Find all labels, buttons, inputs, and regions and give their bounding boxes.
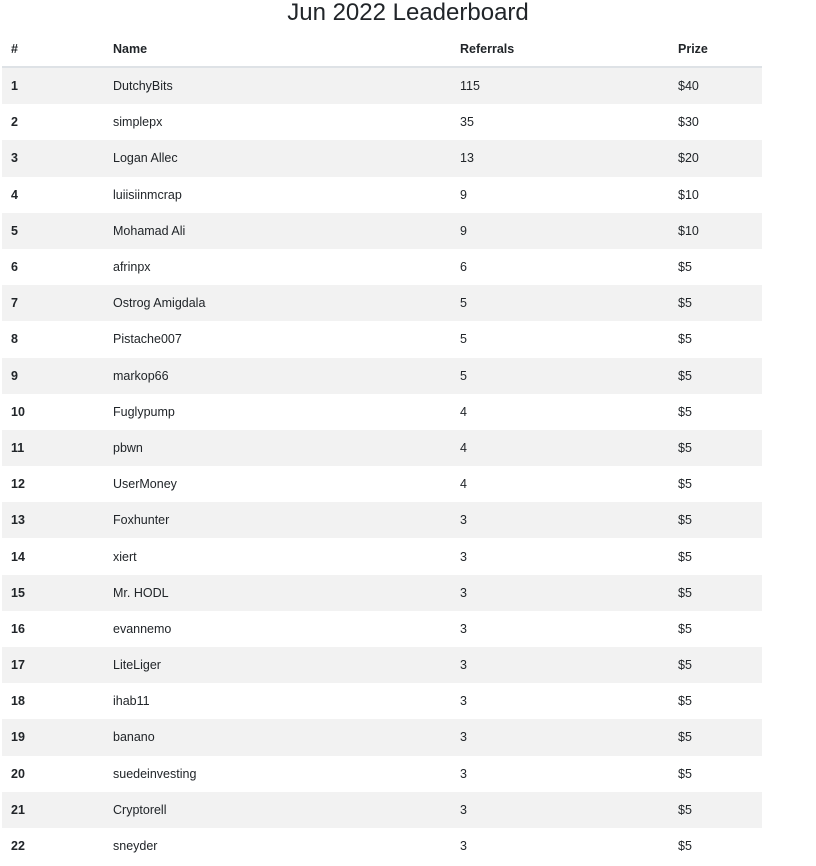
name-cell: banano	[113, 730, 155, 745]
prize-cell: $20	[678, 151, 699, 166]
rank-cell: 11	[11, 440, 25, 455]
referrals-cell: 5	[460, 332, 467, 347]
column-header-referrals: Referrals	[451, 32, 669, 67]
prize-cell: $30	[678, 115, 699, 130]
prize-cell: $5	[678, 658, 692, 673]
leaderboard-table	[2, 32, 762, 864]
table-row	[2, 502, 762, 538]
referrals-cell: 9	[460, 187, 467, 202]
referrals-cell: 3	[460, 766, 467, 781]
table-body	[2, 67, 762, 864]
referrals-cell: 6	[460, 260, 467, 275]
prize-cell: $5	[678, 477, 692, 492]
prize-cell: $10	[678, 187, 699, 202]
referrals-cell: 3	[460, 549, 467, 564]
name-cell: LiteLiger	[113, 658, 161, 673]
name-cell: afrinpx	[113, 260, 151, 275]
prize-cell: $5	[678, 296, 692, 311]
rank-cell: 18	[11, 694, 25, 709]
prize-cell: $5	[678, 549, 692, 564]
table-row	[2, 249, 762, 285]
rank-cell: 4	[11, 187, 18, 202]
name-cell: Foxhunter	[113, 513, 170, 528]
name-cell: suedeinvesting	[113, 766, 197, 781]
table-row	[2, 358, 762, 394]
rank-cell: 19	[11, 730, 25, 745]
referrals-cell: 5	[460, 368, 467, 383]
referrals-cell: 115	[460, 79, 480, 94]
table-row	[2, 466, 762, 502]
rank-cell: 3	[11, 151, 18, 166]
table-row	[2, 756, 762, 792]
column-header-prize: Prize	[669, 32, 762, 67]
table-row	[2, 683, 762, 719]
prize-cell: $5	[678, 260, 692, 275]
table-header	[2, 32, 762, 67]
referrals-cell: 4	[460, 404, 467, 419]
table-row	[2, 828, 762, 864]
table-row	[2, 285, 762, 321]
name-cell: ihab11	[113, 694, 150, 709]
rank-cell: 21	[11, 802, 25, 817]
rank-cell: 10	[11, 404, 25, 419]
name-cell: Logan Allec	[113, 151, 178, 166]
prize-cell: $5	[678, 839, 692, 854]
prize-cell: $5	[678, 368, 692, 383]
referrals-cell: 3	[460, 658, 467, 673]
table-row	[2, 575, 762, 611]
name-cell: Pistache007	[113, 332, 182, 347]
rank-cell: 12	[11, 477, 25, 492]
referrals-cell: 5	[460, 296, 467, 311]
prize-cell: $5	[678, 332, 692, 347]
name-cell: evannemo	[113, 621, 172, 636]
rank-cell: 22	[11, 839, 25, 854]
table-row	[2, 538, 762, 574]
prize-cell: $5	[678, 621, 692, 636]
rank-cell: 20	[11, 766, 25, 781]
name-cell: Mr. HODL	[113, 585, 169, 600]
table-row	[2, 140, 762, 176]
referrals-cell: 3	[460, 839, 467, 854]
rank-cell: 8	[11, 332, 18, 347]
name-cell: DutchyBits	[113, 79, 173, 94]
name-cell: sneyder	[113, 839, 158, 854]
name-cell: UserMoney	[113, 477, 177, 492]
referrals-cell: 9	[460, 223, 467, 238]
table-row	[2, 430, 762, 466]
rank-cell: 13	[11, 513, 25, 528]
table-row	[2, 177, 762, 213]
rank-cell: 7	[11, 296, 18, 311]
table-row	[2, 67, 762, 104]
rank-cell: 16	[11, 621, 25, 636]
name-cell: xiert	[113, 549, 137, 564]
name-cell: simplepx	[113, 115, 163, 130]
referrals-cell: 35	[460, 115, 474, 130]
column-header-name: Name	[104, 32, 451, 67]
name-cell: Ostrog Amigdala	[113, 296, 206, 311]
page-title: Jun 2022 Leaderboard	[287, 0, 529, 26]
rank-cell: 14	[11, 549, 25, 564]
header-row	[2, 32, 762, 67]
referrals-cell: 4	[460, 477, 467, 492]
name-cell: Cryptorell	[113, 802, 167, 817]
rank-cell: 15	[11, 585, 25, 600]
column-header-rank: #	[2, 32, 104, 67]
referrals-cell: 4	[460, 440, 467, 455]
referrals-cell: 3	[460, 585, 467, 600]
prize-cell: $5	[678, 766, 692, 781]
referrals-cell: 3	[460, 621, 467, 636]
prize-cell: $10	[678, 223, 699, 238]
table-row	[2, 792, 762, 828]
rank-cell: 17	[11, 658, 25, 673]
referrals-cell: 3	[460, 730, 467, 745]
table-row	[2, 321, 762, 357]
prize-cell: $5	[678, 730, 692, 745]
prize-cell: $5	[678, 404, 692, 419]
prize-cell: $5	[678, 802, 692, 817]
prize-cell: $5	[678, 513, 692, 528]
prize-cell: $5	[678, 694, 692, 709]
name-cell: luiisiinmcrap	[113, 187, 182, 202]
name-cell: pbwn	[113, 440, 143, 455]
table-row	[2, 647, 762, 683]
name-cell: Mohamad Ali	[113, 223, 186, 238]
rank-cell: 1	[11, 79, 18, 94]
table-row	[2, 611, 762, 647]
name-cell: markop66	[113, 368, 169, 383]
prize-cell: $5	[678, 585, 692, 600]
rank-cell: 9	[11, 368, 18, 383]
table-row	[2, 213, 762, 249]
table-row	[2, 719, 762, 755]
prize-cell: $5	[678, 440, 692, 455]
prize-cell: $40	[678, 79, 699, 94]
table-row	[2, 104, 762, 140]
rank-cell: 2	[11, 115, 18, 130]
referrals-cell: 3	[460, 694, 467, 709]
rank-cell: 5	[11, 223, 18, 238]
referrals-cell: 13	[460, 151, 474, 166]
table-row	[2, 394, 762, 430]
referrals-cell: 3	[460, 802, 467, 817]
name-cell: Fuglypump	[113, 404, 175, 419]
rank-cell: 6	[11, 260, 18, 275]
referrals-cell: 3	[460, 513, 467, 528]
